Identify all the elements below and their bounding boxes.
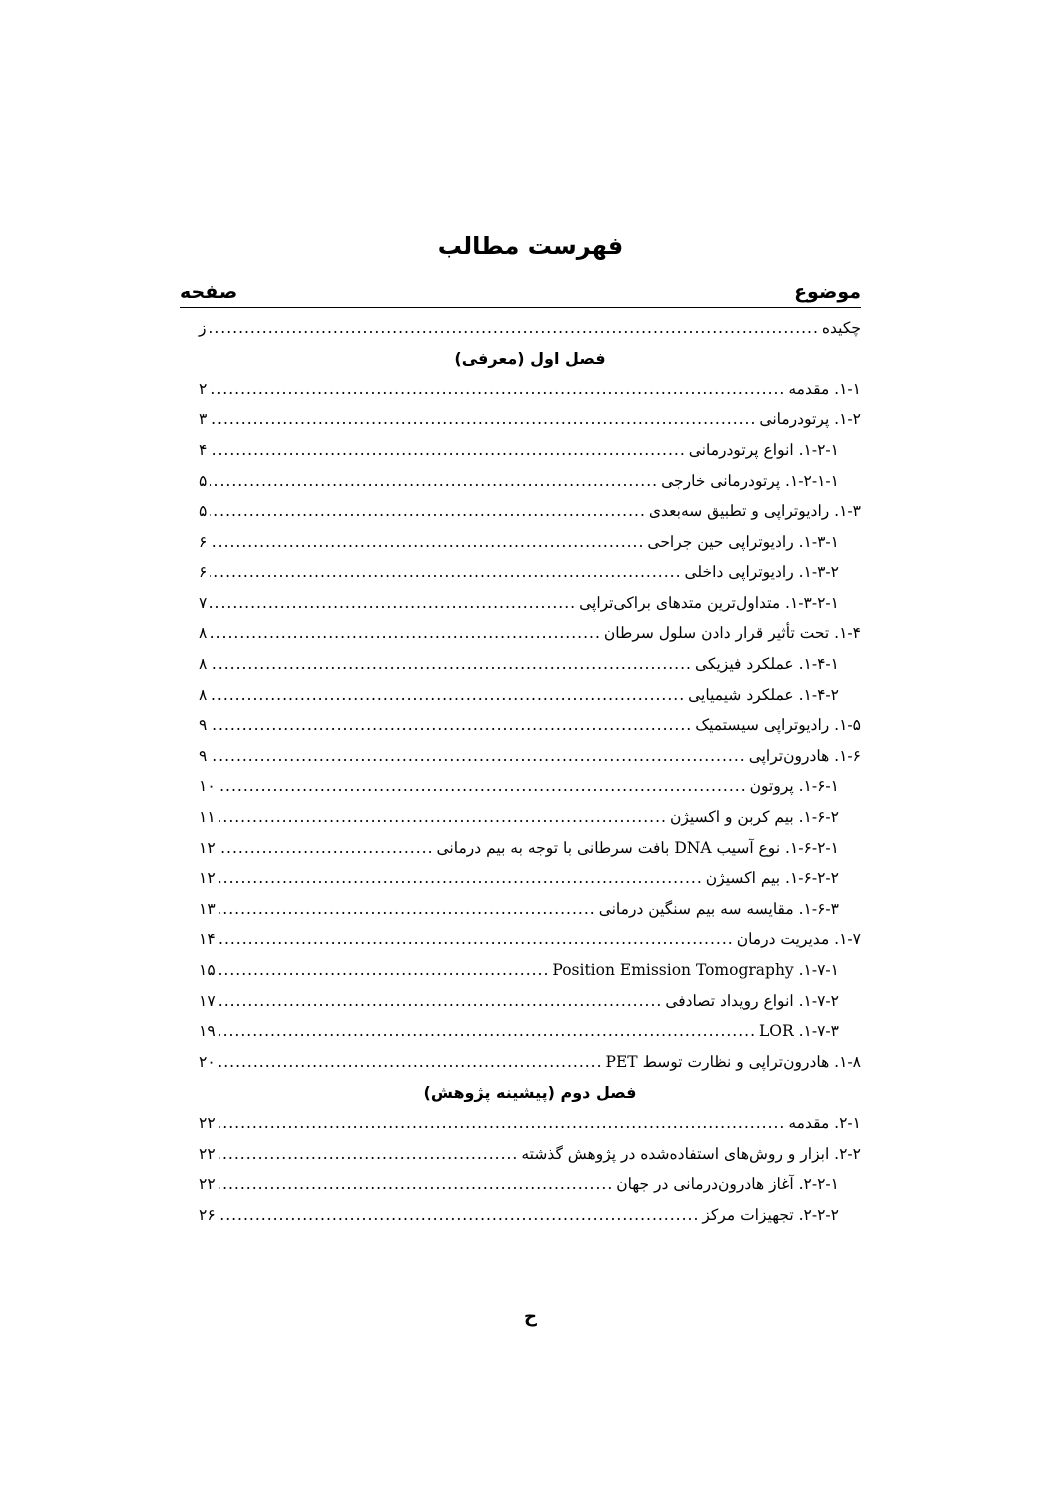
- dot-leader: [219, 841, 434, 857]
- toc-entry[interactable]: [199, 1017, 861, 1048]
- toc-entry[interactable]: [199, 741, 861, 772]
- page-column-label: صفحه: [180, 281, 238, 303]
- toc-entry[interactable]: [199, 650, 861, 681]
- toc-entry-page: ۸: [199, 624, 208, 643]
- dot-leader: [219, 994, 663, 1010]
- toc-entry-page: ۱۹: [199, 1022, 216, 1041]
- toc-entry[interactable]: [199, 1047, 861, 1078]
- toc-entry-page: ۶: [199, 532, 208, 551]
- toc-entry[interactable]: [199, 374, 861, 405]
- toc-entry-page: ۱۲: [199, 869, 216, 888]
- toc-entry[interactable]: [199, 986, 861, 1017]
- dot-leader: [219, 1055, 603, 1071]
- dot-leader: [210, 688, 685, 704]
- toc-entry-label: ۱-۸. هادرون‌تراپی و نظارت توسط PET: [605, 1052, 861, 1071]
- toc-entry-page: ۲۶: [199, 1205, 216, 1224]
- toc-entry-label: ۱-۲-۱. انواع پرتودرمانی: [688, 440, 839, 459]
- toc-entry-label: ۱-۷-۲. انواع رویداد تصادفی: [665, 991, 839, 1010]
- toc-entry-label: ۱-۶-۱. پروتون: [749, 777, 839, 796]
- toc-entry-label: ۱-۶-۲. بیم کربن و اکسیژن: [669, 808, 839, 827]
- toc-entry-page: ۸: [199, 655, 208, 674]
- toc-entry-label: ۲-۱. مقدمه: [788, 1113, 861, 1132]
- toc-entry[interactable]: [199, 1108, 861, 1139]
- toc-entry-page: ۱۲: [199, 838, 216, 857]
- toc-entry[interactable]: [199, 833, 861, 864]
- toc-entry-label: ۱-۶-۲-۱. نوع آسیب DNA بافت سرطانی با توجه به بیم درمانی: [436, 838, 839, 857]
- toc-entry-page: ۲۲: [199, 1144, 216, 1163]
- toc-entry[interactable]: [199, 466, 861, 497]
- toc-entry-page: ۸: [199, 685, 208, 704]
- toc-entry-label: ۱-۲-۱-۱. پرتودرمانی خارجی: [661, 471, 839, 490]
- toc-entry[interactable]: [199, 405, 861, 436]
- table-of-contents: [199, 313, 861, 1231]
- toc-entry[interactable]: [199, 558, 861, 589]
- toc-entry-page: ز: [199, 318, 207, 337]
- toc-entry-label: ۱-۲. پرتودرمانی: [759, 410, 861, 429]
- chapter-heading: فصل دوم (پیشینه پژوهش): [423, 1082, 637, 1102]
- toc-entry[interactable]: [199, 955, 861, 986]
- toc-entry-label: ۱-۶. هادرون‌تراپی: [748, 746, 861, 765]
- toc-entry-page: ۱۰: [199, 777, 216, 796]
- toc-entry-page: ۲۲: [199, 1175, 216, 1194]
- dot-leader: [219, 779, 747, 795]
- toc-entry[interactable]: [199, 1200, 861, 1231]
- dot-leader: [210, 535, 644, 551]
- dot-leader: [210, 596, 576, 612]
- toc-entry-page: ۵: [199, 502, 208, 521]
- toc-entry-page: ۷: [199, 593, 208, 612]
- toc-entry-label: ۱-۵. رادیوتراپی سیستمیک: [695, 716, 861, 735]
- dot-leader: [210, 443, 685, 459]
- toc-entry[interactable]: [199, 313, 861, 344]
- dot-leader: [210, 657, 692, 673]
- toc-entry-page: ۹: [199, 716, 208, 735]
- toc-entry-page: ۲۲: [199, 1113, 216, 1132]
- toc-entry-label: ۱-۷. مدیریت درمان: [736, 930, 861, 949]
- toc-entry-label: ۲-۲-۲. تجهیزات مرکز: [702, 1205, 839, 1224]
- chapter-heading: فصل اول (معرفی): [454, 348, 606, 368]
- page-title: فهرست مطالب: [437, 232, 624, 260]
- dot-leader: [219, 1116, 786, 1132]
- toc-entry-page: ۲: [199, 379, 208, 398]
- toc-entry-page: ۹: [199, 746, 208, 765]
- dot-leader: [210, 382, 785, 398]
- dot-leader: [210, 626, 601, 642]
- dot-leader: [210, 504, 646, 520]
- dot-leader: [210, 565, 681, 581]
- toc-entry-page: ۴: [199, 440, 208, 459]
- toc-entry[interactable]: [199, 711, 861, 742]
- toc-entry-label: ۲-۲. ابزار و روش‌های استفاده‌شده در پژوهش گذشته: [521, 1144, 861, 1163]
- dot-leader: [210, 749, 745, 765]
- toc-entry[interactable]: [199, 1139, 861, 1170]
- toc-entry-label: ۱-۳. رادیوتراپی و تطبیق سه‌بعدی: [648, 502, 861, 521]
- toc-entry-page: ۱۷: [199, 991, 216, 1010]
- toc-entry-label: چکیده: [821, 318, 861, 337]
- toc-entry-label: ۱-۴-۱. عملکرد فیزیکی: [694, 655, 839, 674]
- toc-entry-label: ۲-۲-۱. آغاز هادرون‌درمانی در جهان: [616, 1175, 839, 1194]
- toc-entry[interactable]: [199, 772, 861, 803]
- dot-leader: [219, 1208, 700, 1224]
- dot-leader: [210, 474, 658, 490]
- dot-leader: [219, 871, 703, 887]
- dot-leader: [210, 718, 692, 734]
- toc-entry[interactable]: [199, 1170, 861, 1201]
- toc-entry[interactable]: [199, 497, 861, 528]
- toc-entry-page: ۲۰: [199, 1052, 216, 1071]
- toc-entry-label: ۱-۶-۲-۲. بیم اکسیژن: [705, 869, 839, 888]
- dot-leader: [219, 932, 734, 948]
- toc-entry-label: ۱-۷-۱. Position Emission Tomography: [552, 961, 839, 980]
- toc-entry[interactable]: [199, 619, 861, 650]
- dot-leader: [219, 963, 550, 979]
- toc-entry[interactable]: [199, 680, 861, 711]
- toc-entry-label: ۱-۶-۳. مقایسه سه بیم سنگین درمانی: [598, 899, 839, 918]
- toc-entry-page: ۱۴: [199, 930, 216, 949]
- dot-leader: [219, 1177, 614, 1193]
- dot-leader: [219, 902, 596, 918]
- toc-entry-page: ۱۳: [199, 899, 216, 918]
- toc-header: [180, 281, 861, 308]
- dot-leader: [219, 810, 667, 826]
- toc-entry-page: ۳: [199, 410, 208, 429]
- toc-entry[interactable]: [199, 527, 861, 558]
- toc-entry[interactable]: [199, 894, 861, 925]
- dot-leader: [219, 1147, 519, 1163]
- page-number: ح: [524, 1306, 537, 1327]
- toc-entry-page: ۵: [199, 471, 208, 490]
- dot-leader: [210, 412, 756, 428]
- toc-entry-label: ۱-۴-۲. عملکرد شیمیایی: [688, 685, 839, 704]
- dot-leader: [219, 1024, 756, 1040]
- toc-entry-page: ۱۱: [199, 808, 216, 827]
- dot-leader: [210, 321, 819, 337]
- toc-entry[interactable]: [199, 435, 861, 466]
- toc-entry-label: ۱-۴. تحت تأثیر قرار دادن سلول سرطان: [603, 624, 861, 643]
- subject-column-label: موضوع: [794, 281, 861, 303]
- toc-entry-label: ۱-۷-۳. LOR: [759, 1022, 839, 1041]
- toc-entry-label: ۱-۳-۲-۱. متداول‌ترین متدهای براکی‌تراپی: [579, 593, 839, 612]
- toc-entry[interactable]: [199, 803, 861, 834]
- toc-entry[interactable]: [199, 588, 861, 619]
- toc-entry-page: ۱۵: [199, 961, 216, 980]
- toc-entry-label: ۱-۳-۲. رادیوتراپی داخلی: [684, 563, 839, 582]
- toc-entry[interactable]: [199, 864, 861, 895]
- toc-entry-label: ۱-۳-۱. رادیوتراپی حین جراحی: [647, 532, 839, 551]
- toc-entry[interactable]: [199, 925, 861, 956]
- toc-entry-page: ۶: [199, 563, 208, 582]
- toc-entry-label: ۱-۱. مقدمه: [788, 379, 861, 398]
